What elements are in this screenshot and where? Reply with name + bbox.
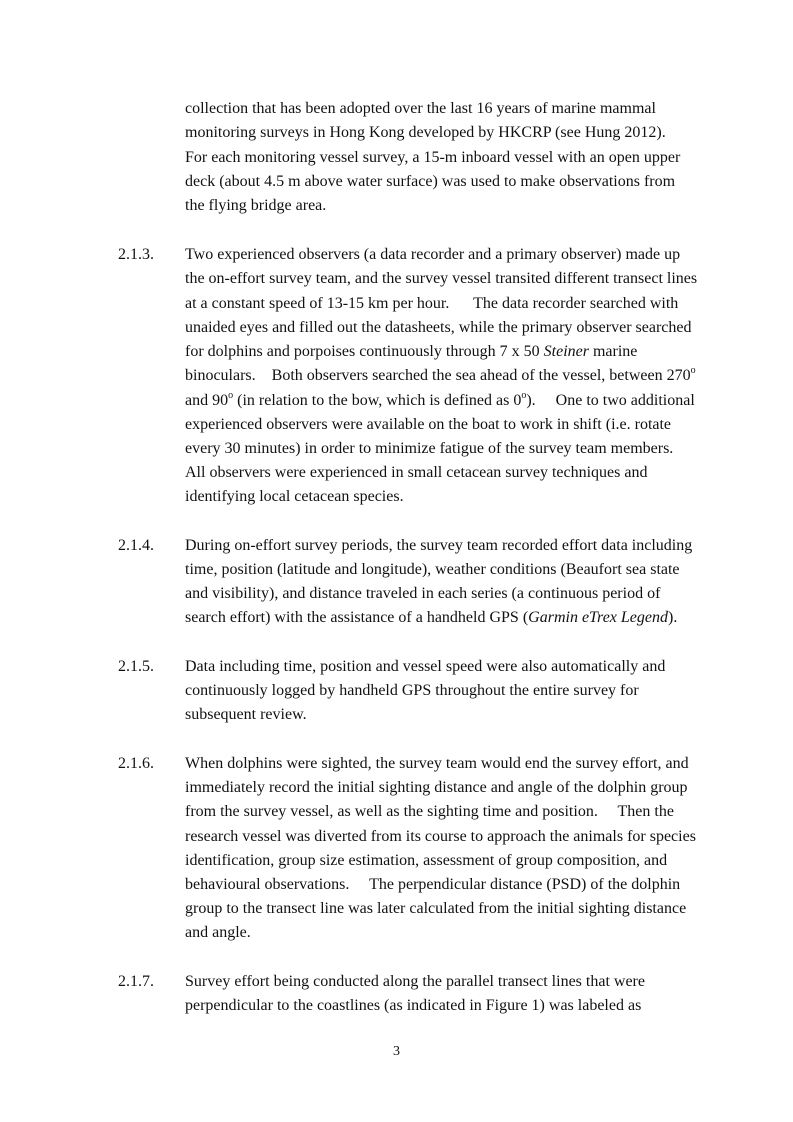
text-run: and 90	[185, 392, 229, 409]
paragraph-line: subsequent review.	[185, 706, 307, 723]
degree-superscript: o	[228, 389, 234, 401]
paragraph-line: from the survey vessel, as well as the sighting time and position. Then the	[185, 803, 674, 820]
section-number: 2.1.6.	[118, 755, 154, 772]
text-run: binoculars. Both observers searched the sea ahead of the vessel, between 270	[185, 367, 691, 384]
paragraph-line: Two experienced observers (a data recorder and a primary observer) made up	[185, 246, 681, 263]
section-number: 2.1.7.	[118, 973, 154, 990]
text-run: for dolphins and porpoises continuously through 7 x 50	[185, 343, 544, 360]
page-number: 3	[393, 1044, 400, 1059]
paragraph-line: Data including time, position and vessel speed were also automatically and	[185, 658, 666, 675]
paragraph-line: group to the transect line was later calculated from the initial sighting distance	[185, 900, 687, 917]
paragraph-line: identification, group size estimation, assessment of group composition, and	[185, 852, 668, 869]
italic-text: Steiner	[543, 343, 589, 360]
paragraph-line: During on-effort survey periods, the survey team recorded effort data including	[185, 537, 693, 554]
section-number: 2.1.5.	[118, 658, 154, 675]
intro-line: the flying bridge area.	[185, 197, 327, 214]
paragraph-line: the on-effort survey team, and the survey vessel transited different transect lines	[185, 270, 698, 287]
paragraph-line: continuously logged by handheld GPS throughout the entire survey for	[185, 682, 639, 699]
section-number: 2.1.3.	[118, 246, 154, 263]
paragraph-line: and visibility), and distance traveled in each series (a continuous period of	[185, 585, 661, 602]
degree-superscript: o	[521, 389, 527, 401]
intro-line: deck (about 4.5 m above water surface) was used to make observations from	[185, 173, 676, 190]
text-run: search effort) with the assistance of a handheld GPS (	[185, 609, 529, 626]
italic-text: Garmin eTrex Legend	[528, 609, 668, 626]
paragraph-line: time, position (latitude and longitude), weather conditions (Beaufort sea state	[185, 561, 680, 578]
text-run: ). One to two additional	[526, 392, 695, 409]
text-run: ).	[668, 609, 678, 626]
paragraph-line: unaided eyes and filled out the datasheets, while the primary observer searched	[185, 319, 692, 336]
paragraph-line: and angle.	[185, 924, 251, 941]
intro-line: For each monitoring vessel survey, a 15-m inboard vessel with an open upper	[185, 149, 681, 166]
paragraph-line	[185, 389, 695, 413]
intro-line: monitoring surveys in Hong Kong developed by HKCRP (see Hung 2012).	[185, 124, 666, 141]
paragraph-line: immediately record the initial sighting distance and angle of the dolphin group	[185, 779, 688, 796]
paragraph-line: at a constant speed of 13-15 km per hour. The data recorder searched with	[185, 295, 679, 312]
paragraph-line: behavioural observations. The perpendicular distance (PSD) of the dolphin	[185, 876, 681, 893]
paragraph-line: perpendicular to the coastlines (as indicated in Figure 1) was labeled as	[185, 997, 642, 1014]
paragraph-line: Survey effort being conducted along the parallel transect lines that were	[185, 973, 645, 990]
paragraph-line: identifying local cetacean species.	[185, 488, 404, 505]
paragraph-line	[185, 606, 677, 630]
degree-superscript: o	[690, 364, 696, 376]
paragraph-line: All observers were experienced in small cetacean survey techniques and	[185, 464, 648, 481]
paragraph-line: When dolphins were sighted, the survey team would end the survey effort, and	[185, 755, 689, 772]
paragraph-line	[185, 364, 696, 388]
paragraph-line: every 30 minutes) in order to minimize fatigue of the survey team members.	[185, 440, 674, 457]
section-number: 2.1.4.	[118, 537, 154, 554]
paragraph-line: experienced observers were available on the boat to work in shift (i.e. rotate	[185, 416, 672, 433]
paragraph-line: research vessel was diverted from its course to approach the animals for species	[185, 828, 696, 845]
text-run: marine	[588, 343, 638, 360]
intro-line: collection that has been adopted over the last 16 years of marine mammal	[185, 100, 656, 117]
paragraph-line	[185, 340, 637, 364]
text-run: (in relation to the bow, which is defined as 0	[233, 392, 522, 409]
